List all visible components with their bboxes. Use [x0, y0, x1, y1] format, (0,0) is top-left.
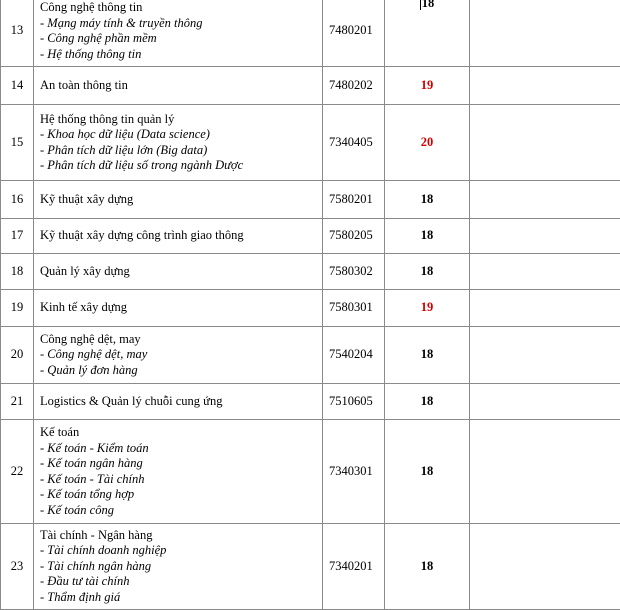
- admission-score: 18: [385, 181, 470, 219]
- major-title: Công nghệ dệt, may: [40, 332, 316, 348]
- row-number: 15: [1, 105, 34, 181]
- specialization-item: - Thẩm định giá: [40, 590, 316, 606]
- row-number: 13: [1, 0, 34, 67]
- table-row: [1, 420, 620, 524]
- major-code: 7340201: [323, 524, 385, 610]
- table-row: [1, 181, 620, 219]
- admission-score: 20: [385, 105, 470, 181]
- notes-cell: [470, 181, 620, 219]
- table-row: [1, 290, 620, 327]
- specialization-item: - Kế toán ngân hàng: [40, 456, 316, 472]
- specialization-item: - Tài chính ngân hàng: [40, 559, 316, 575]
- row-number: 21: [1, 384, 34, 420]
- admission-score: [385, 0, 470, 67]
- table-row: [1, 524, 620, 610]
- row-number: 23: [1, 524, 34, 610]
- specialization-item: - Kế toán - Kiểm toán: [40, 441, 316, 457]
- major-title: Logistics & Quản lý chuỗi cung ứng: [40, 394, 316, 410]
- notes-cell: [470, 327, 620, 384]
- notes-cell: [470, 105, 620, 181]
- major-name-cell: [34, 219, 323, 254]
- notes-cell: [470, 524, 620, 610]
- specialization-item: - Mạng máy tính & truyền thông: [40, 16, 316, 32]
- major-title: An toàn thông tin: [40, 78, 316, 94]
- admission-score: 18: [385, 219, 470, 254]
- major-name-cell: [34, 524, 323, 610]
- major-name-cell: [34, 290, 323, 327]
- notes-cell: [470, 254, 620, 290]
- specialization-item: - Khoa học dữ liệu (Data science): [40, 127, 316, 143]
- major-name-cell: [34, 327, 323, 384]
- row-number: 17: [1, 219, 34, 254]
- row-number: 16: [1, 181, 34, 219]
- major-name-cell: [34, 67, 323, 105]
- major-code: 7580302: [323, 254, 385, 290]
- admission-score: 19: [385, 67, 470, 105]
- notes-cell: [470, 219, 620, 254]
- row-number: 14: [1, 67, 34, 105]
- table-row: [1, 384, 620, 420]
- major-title: Công nghệ thông tin: [40, 0, 316, 16]
- specialization-item: - Kế toán công: [40, 503, 316, 519]
- table-row: [1, 105, 620, 181]
- major-title: Kỹ thuật xây dựng: [40, 192, 316, 208]
- admission-score-value: 18: [422, 0, 435, 10]
- admission-score: 18: [385, 384, 470, 420]
- major-code: 7340301: [323, 420, 385, 524]
- specialization-item: - Kế toán - Tài chính: [40, 472, 316, 488]
- specialization-item: - Tài chính doanh nghiệp: [40, 543, 316, 559]
- table-row: [1, 67, 620, 105]
- major-name-cell: [34, 181, 323, 219]
- admission-score: 18: [385, 420, 470, 524]
- admission-score: 18: [385, 524, 470, 610]
- specialization-item: - Phân tích dữ liệu lớn (Big data): [40, 143, 316, 159]
- major-name-cell: [34, 420, 323, 524]
- major-title: Tài chính - Ngân hàng: [40, 528, 316, 544]
- major-title: Kinh tế xây dựng: [40, 300, 316, 316]
- major-code: 7510605: [323, 384, 385, 420]
- table-body: [1, 0, 620, 610]
- admission-score: 18: [385, 327, 470, 384]
- notes-cell: [470, 67, 620, 105]
- major-name-cell: [34, 105, 323, 181]
- specialization-item: - Đầu tư tài chính: [40, 574, 316, 590]
- specialization-item: - Công nghệ dệt, may: [40, 347, 316, 363]
- table-row: [1, 327, 620, 384]
- major-code: 7540204: [323, 327, 385, 384]
- text-cursor: [420, 0, 421, 10]
- major-code: 7340405: [323, 105, 385, 181]
- specialization-item: - Phân tích dữ liệu số trong ngành Dược: [40, 158, 316, 174]
- specialization-item: - Hệ thống thông tin: [40, 47, 316, 63]
- major-name-cell: [34, 254, 323, 290]
- admission-score: 19: [385, 290, 470, 327]
- row-number: 20: [1, 327, 34, 384]
- row-number: 19: [1, 290, 34, 327]
- admission-score: 18: [385, 254, 470, 290]
- table-row: [1, 254, 620, 290]
- major-code: 7480201: [323, 0, 385, 67]
- table-row: [1, 219, 620, 254]
- specialization-item: - Quản lý đơn hàng: [40, 363, 316, 379]
- row-number: 22: [1, 420, 34, 524]
- major-title: Quản lý xây dựng: [40, 264, 316, 280]
- major-code: 7580205: [323, 219, 385, 254]
- notes-cell: [470, 384, 620, 420]
- major-code: 7580201: [323, 181, 385, 219]
- notes-cell: [470, 290, 620, 327]
- major-title: Hệ thống thông tin quản lý: [40, 112, 316, 128]
- major-title: Kỹ thuật xây dựng công trình giao thông: [40, 228, 316, 244]
- major-code: 7580301: [323, 290, 385, 327]
- row-number: 18: [1, 254, 34, 290]
- specialization-item: - Kế toán tổng hợp: [40, 487, 316, 503]
- major-name-cell: [34, 0, 323, 67]
- major-code: 7480202: [323, 67, 385, 105]
- notes-cell: [470, 420, 620, 524]
- notes-cell: [470, 0, 620, 67]
- table-row: [1, 0, 620, 67]
- major-title: Kế toán: [40, 425, 316, 441]
- specialization-item: - Công nghệ phần mềm: [40, 31, 316, 47]
- major-name-cell: [34, 384, 323, 420]
